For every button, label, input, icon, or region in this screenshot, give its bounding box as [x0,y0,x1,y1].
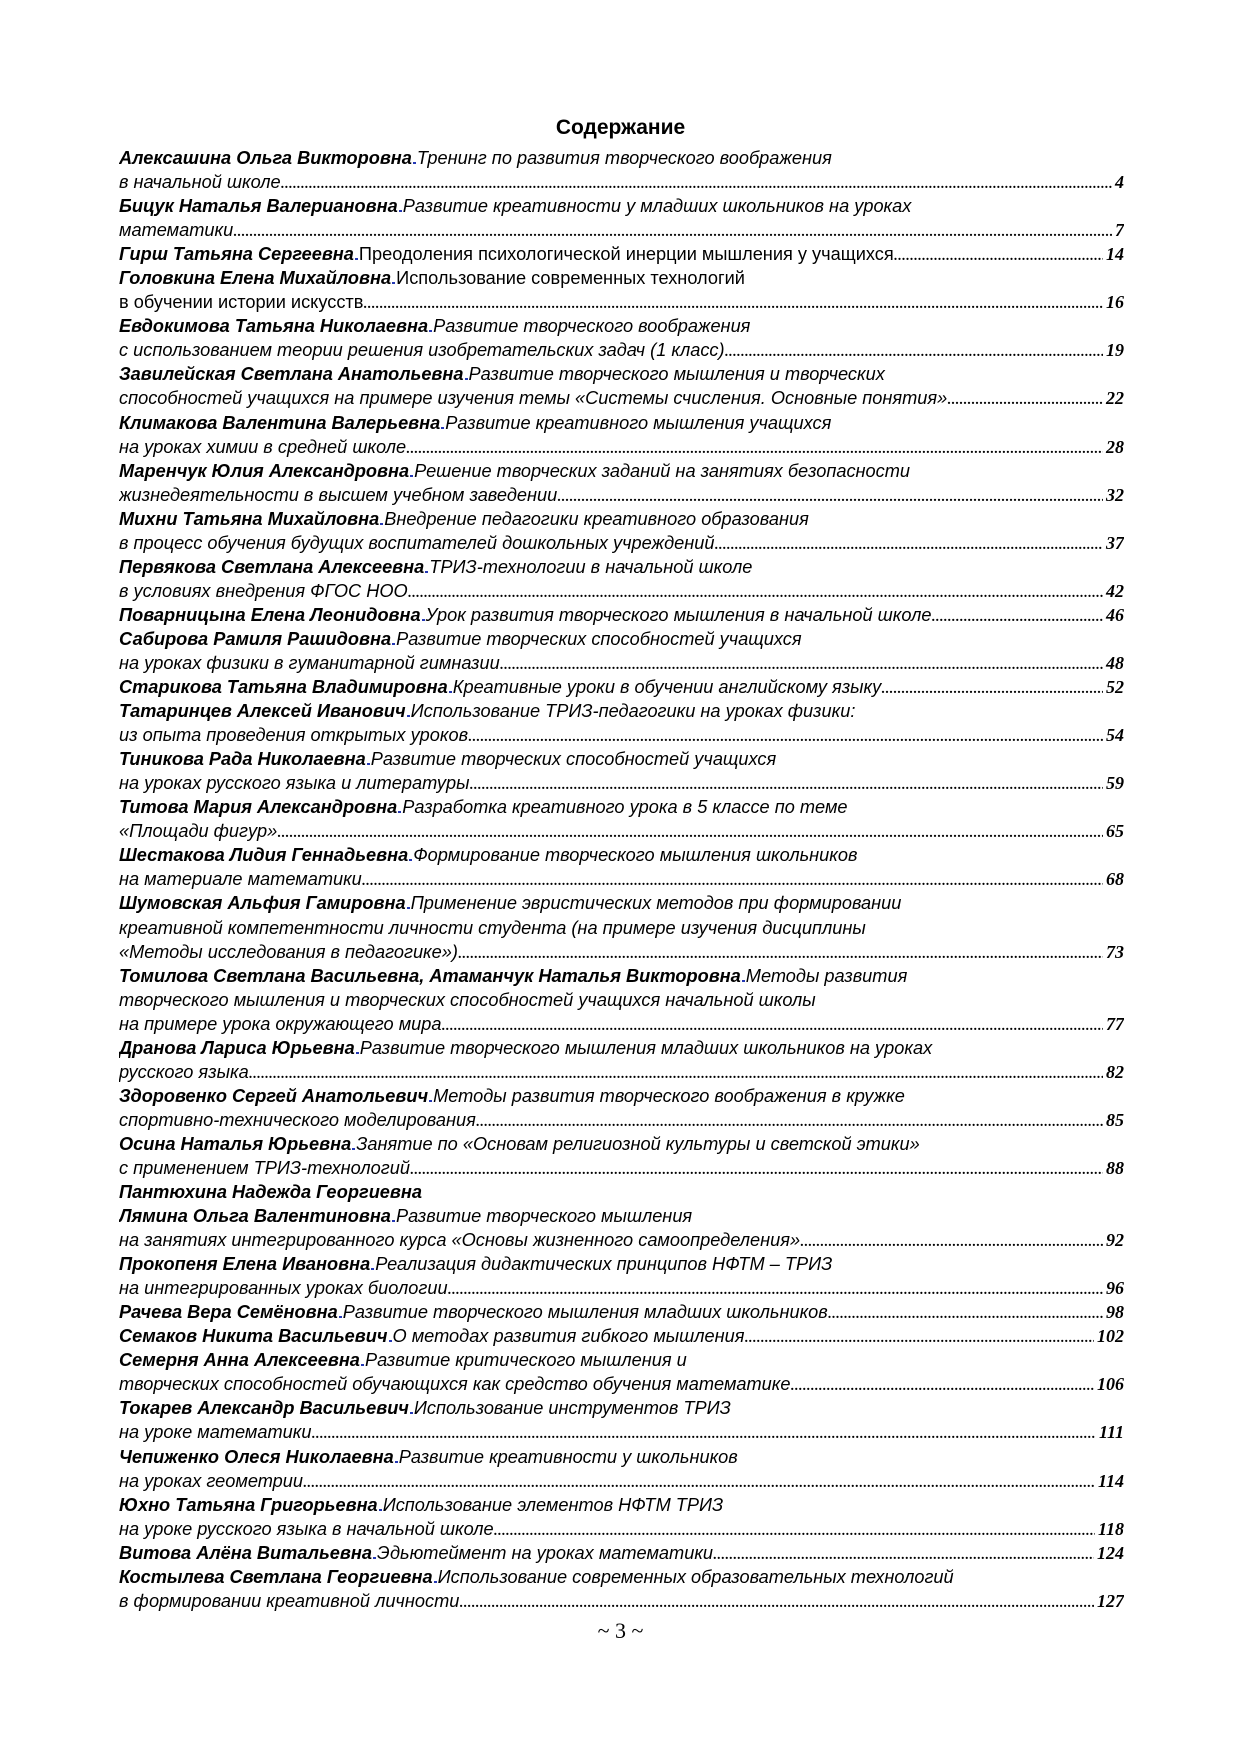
link-mark [380,523,383,525]
toc-author: Завилейская Светлана Анатольевна [119,364,464,385]
toc-title-text: способностей учащихся на примере изучения темы «Системы счисления. Основные понятия» [119,388,948,409]
toc-entry-line [119,314,1124,338]
toc-title-text: на уроке математики [119,1422,312,1443]
toc-entry-line [119,1348,1124,1372]
dot-leader [931,606,1103,627]
toc-entry-line [119,1300,1124,1324]
toc-title-text: творческих способностей обучающихся как средство обучения математике [119,1374,791,1395]
toc-title-text: Развитие критического мышления и [364,1350,687,1371]
toc-title-text: с использованием теории решения изобретательских задач (1 класс) [119,340,725,361]
toc-page-number: 88 [1106,1157,1124,1178]
dot-leader [281,173,1112,194]
link-mark [392,643,395,645]
toc-title-text: с применением ТРИЗ-технологий [119,1157,410,1178]
toc-title-text: в обучении истории искусств [119,292,364,313]
toc-page-number: 114 [1097,1470,1124,1491]
toc-entry[interactable] [119,314,1124,362]
toc-title-text: Урок развития творческого мышления в начальной школе [425,604,932,625]
toc-entry[interactable] [119,1541,1124,1565]
link-mark [379,1509,382,1511]
toc-author: Лямина Ольга Валентиновна [119,1206,391,1227]
toc-entry-line [119,940,1124,964]
dot-leader [406,438,1103,459]
toc-title-text: на материале математики [119,869,362,890]
toc-author: Михни Татьяна Михайловна [119,508,380,529]
link-mark [410,475,413,477]
toc-author: Климакова Валентина Валерьевна [119,412,441,433]
toc-entry[interactable] [119,699,1124,747]
dot-leader [494,1520,1095,1541]
toc-entry-line [119,1252,1124,1276]
dot-leader [894,245,1103,266]
link-mark [407,715,410,717]
toc-entry-line [119,1180,1124,1204]
toc-page-number: 46 [1106,604,1124,625]
toc-entry-line [119,1565,1124,1589]
page-number-footer: ~ 3 ~ [597,1618,644,1643]
toc-title-text: Развитие творческого мышления [395,1206,693,1227]
toc-entry[interactable] [119,1180,1124,1252]
dot-leader [725,341,1103,362]
toc-author: Костылева Светлана Георгиевна [119,1566,433,1587]
toc-entry[interactable] [119,194,1124,242]
toc-title-text: Эдьютеймент на уроках математики [376,1542,714,1563]
toc-author: Томилова Светлана Васильевна, Атаманчук Наталья Викторовна [119,965,741,986]
toc-entry[interactable] [119,1445,1124,1493]
toc-entry[interactable] [119,242,1124,266]
toc-page-number: 52 [1106,677,1124,698]
toc-title-text: Методы развития [745,965,908,986]
dot-leader [442,1015,1103,1036]
toc-entry-line [119,290,1124,314]
dot-leader [476,1111,1103,1132]
toc-title-text: на занятиях интегрированного курса «Основы жизненного самоопределения» [119,1230,801,1251]
toc-entry[interactable] [119,1084,1124,1132]
toc-entry[interactable] [119,1348,1124,1396]
toc-entry[interactable] [119,603,1124,627]
toc-author: Шестакова Лидия Геннадьевна [119,845,409,866]
link-mark [339,1316,342,1318]
dot-leader [947,389,1103,410]
link-mark [392,1220,395,1222]
toc-entry-line [119,194,1124,218]
toc-author: Головкина Елена Михайловна [119,268,392,289]
toc-entry-line [119,603,1124,627]
dot-leader [468,726,1103,747]
toc-title-text: Использование ТРИЗ-педагогики на уроках физики: [410,701,856,722]
toc-page-number: 4 [1115,172,1124,193]
toc-entry-line [119,1156,1124,1180]
toc-title-text: Развитие творческих способностей учащихся [370,749,777,770]
toc-title-text: Методы развития творческого воображения в кружке [433,1085,905,1106]
toc-page-number: 85 [1106,1109,1124,1130]
toc-entry-line [119,411,1124,435]
dot-leader [500,654,1103,675]
toc-title-text: творческого мышления и творческих способностей учащихся начальной школы [119,989,816,1010]
toc-title-text: Развитие творческих способностей учащихся [396,628,802,649]
toc-title-text: Занятие по «Основам религиозной культуры и светской этики» [356,1133,920,1154]
toc-page-number: 98 [1106,1302,1124,1323]
toc-entry-line [119,891,1124,915]
toc-page-number: 106 [1097,1374,1124,1395]
toc-entry-line [119,843,1124,867]
link-mark [429,1100,432,1102]
toc-title-text: в начальной школе [119,172,281,193]
dot-leader [791,1375,1095,1396]
toc-author: Токарев Александр Васильевич [119,1398,409,1419]
toc-entry-line [119,1276,1124,1300]
toc-title-text: Использование элементов НФТМ ТРИЗ [382,1494,724,1515]
toc-entry[interactable] [119,1565,1124,1613]
toc-author: Поварницына Елена Леонидовна [119,604,421,625]
toc-page-number: 37 [1106,532,1124,553]
toc-page-number: 68 [1106,869,1124,890]
toc-title-text: О методах развития гибкого мышления [392,1326,745,1347]
toc-page-number: 111 [1098,1422,1124,1443]
toc-title-text: Разработка креативного урока в 5 классе по теме [402,797,848,818]
toc-entry[interactable] [119,747,1124,795]
toc-title-text: русского языка [119,1061,249,1082]
link-mark [371,1268,374,1270]
toc-title-text: на примере урока окружающего мира [119,1013,442,1034]
toc-author: Чепиженко Олеся Николаевна [119,1446,394,1467]
toc-entry-line [119,916,1124,940]
toc-entry-line [119,242,1124,266]
toc-page-number: 22 [1106,388,1124,409]
toc-entry-line [119,988,1124,1012]
toc-entry-line [119,338,1124,362]
toc-page-number: 42 [1106,580,1124,601]
link-mark [395,1461,398,1463]
toc-entry-line [119,867,1124,891]
toc-title-text: Внедрение педагогики креативного образования [384,508,809,529]
toc-entry-line [119,507,1124,531]
toc-page-number: 73 [1106,941,1124,962]
toc-page-number: 124 [1097,1542,1124,1563]
toc-entry-line [119,362,1124,386]
dot-leader [557,486,1103,507]
toc-title-text: Применение эвристических методов при формировании [410,893,902,914]
toc-title-text: ТРИЗ-технологии в начальной школе [429,556,753,577]
toc-page-number: 127 [1097,1590,1124,1611]
toc-page-number: 82 [1106,1061,1124,1082]
toc-entry-line [119,266,1124,290]
toc-entry-line [119,699,1124,723]
toc-entry[interactable] [119,843,1124,891]
toc-entry[interactable] [119,627,1124,675]
toc-author: Здоровенко Сергей Анатольевич [119,1085,429,1106]
toc-entry[interactable] [119,795,1124,843]
toc-entry[interactable] [119,675,1124,699]
toc-entry-line [119,651,1124,675]
toc-title-text: на интегрированных уроках биологии [119,1278,448,1299]
link-mark [398,811,401,813]
toc-entry-line [119,1060,1124,1084]
toc-title-text: Реализация дидактических принципов НФТМ – ТРИЗ [375,1254,833,1275]
dot-leader [410,1159,1103,1180]
toc-entry-line [119,1084,1124,1108]
dot-leader [745,1327,1095,1348]
toc-title-text: Тренинг по развития творческого воображения [416,148,832,168]
dot-leader [233,221,1112,242]
link-mark [407,907,410,909]
toc-page-number: 65 [1106,821,1124,842]
toc-entry[interactable] [119,1252,1124,1300]
toc-author: Семерня Анна Алексеевна [119,1350,360,1371]
toc-author: Прокопеня Елена Ивановна [119,1254,371,1275]
dot-leader [303,1472,1095,1493]
toc-entry[interactable] [119,1324,1124,1348]
toc-entry-line [119,483,1124,507]
toc-entry-line [119,435,1124,459]
toc-entry-line [119,771,1124,795]
toc-entry-line [119,555,1124,579]
toc-title-text: в формировании креативной личности [119,1590,460,1611]
link-mark [425,571,428,573]
link-mark [389,1340,392,1342]
toc-page-number: 19 [1106,340,1124,361]
dot-leader [713,1544,1094,1565]
toc-author: Витова Алёна Витальевна [119,1542,372,1563]
toc-entry-line [119,386,1124,410]
toc-title-text: на уроках физики в гуманитарной гимназии [119,652,500,673]
toc-title-text: Преодоления психологической инерции мышления у учащихся [358,244,894,265]
link-mark [373,1557,376,1559]
toc-title-text: на уроках химии в средней школе [119,436,407,457]
toc-entry-line [119,1541,1124,1565]
toc-page-number: 96 [1106,1278,1124,1299]
toc-page-number: 59 [1106,773,1124,794]
link-mark [352,1148,355,1150]
toc-entry-line [119,627,1124,651]
toc-title-text: Развитие креативного мышления учащихся [445,412,832,433]
dot-leader [277,822,1103,843]
toc-page-number: 14 [1106,244,1124,265]
dot-leader [828,1303,1103,1324]
toc-author: Юхно Татьяна Григорьевна [119,1494,378,1515]
toc-entry[interactable] [119,146,1124,194]
toc-page-number: 102 [1097,1326,1124,1347]
toc-page-number: 16 [1106,292,1124,313]
toc-title-text: на уроках русского языка и литературы [119,773,470,794]
link-mark [409,859,412,861]
link-mark [449,691,452,693]
toc-entry-line [119,1469,1124,1493]
toc-entry-line [119,1589,1124,1613]
toc-entry[interactable] [119,1036,1124,1084]
toc-title-text: из опыта проведения открытых уроков [119,725,469,746]
dot-leader [448,1279,1103,1300]
dot-leader [714,534,1103,555]
link-mark [413,162,416,164]
toc-entry-line [119,1445,1124,1469]
toc-entry[interactable] [119,891,1124,963]
dot-leader [362,870,1103,891]
table-of-contents [119,146,1124,1613]
toc-author: Пантюхина Надежда Георгиевна [119,1182,423,1203]
toc-entry[interactable] [119,555,1124,603]
link-mark [429,330,432,332]
toc-entry-line [119,459,1124,483]
toc-title-text: Развитие творческого мышления младших школьников [342,1302,828,1323]
toc-entry-line [119,1396,1124,1420]
toc-title-text: Развитие креативности у младших школьников на уроках [402,196,912,217]
toc-entry[interactable] [119,507,1124,555]
toc-author: Титова Мария Александровна [119,797,398,818]
toc-page-number: 92 [1106,1230,1124,1251]
dot-leader [800,1231,1103,1252]
toc-entry-line [119,579,1124,603]
toc-title-text: на уроках геометрии [119,1470,304,1491]
toc-title-text: Развитие творческого мышления младших школьников на уроках [359,1037,933,1058]
toc-entry-line [119,1036,1124,1060]
toc-title-text: спортивно-технического моделирования [119,1109,476,1130]
link-mark [356,1052,359,1054]
toc-entry[interactable] [119,411,1124,459]
toc-entry-line [119,795,1124,819]
dot-leader [881,678,1103,699]
toc-entry-line [119,1108,1124,1132]
link-mark [742,980,745,982]
toc-author: Татаринцев Алексей Иванович [119,701,406,722]
toc-entry-line [119,675,1124,699]
toc-author: Маренчук Юлия Александровна [119,460,410,481]
toc-author: Первякова Светлана Алексеевна [119,556,425,577]
toc-title-text: Использование инструментов ТРИЗ [413,1398,731,1419]
dot-leader [311,1423,1096,1444]
toc-author: Рачева Вера Семёновна [119,1302,338,1323]
link-mark [399,210,402,212]
toc-author: Шумовская Альфия Гамировна [119,893,406,914]
toc-entry[interactable] [119,964,1124,1036]
toc-entry[interactable] [119,1396,1124,1444]
toc-entry-line [119,1493,1124,1517]
toc-title-text: «Площади фигур» [119,821,278,842]
toc-author: Дранова Лариса Юрьевна [119,1037,355,1058]
toc-title-text: Использование современных образовательных технологий [437,1566,954,1587]
toc-entry-line [119,1517,1124,1541]
toc-title-text: математики [119,220,234,241]
link-mark [434,1581,437,1583]
toc-title-text: в условиях внедрения ФГОС НОО [119,580,408,601]
toc-entry[interactable] [119,362,1124,410]
toc-title-text: в процесс обучения будущих воспитателей дошкольных учреждений [119,532,715,553]
toc-author: Евдокимова Татьяна Николаевна [119,316,429,337]
toc-entry-line [119,170,1124,194]
toc-entry[interactable] [119,459,1124,507]
toc-title-text: Развитие творческого мышления и творческих [468,364,885,385]
toc-entry-line [119,1228,1124,1252]
toc-title-text: креативной компетентности личности студента (на примере изучения дисциплины [119,917,866,938]
toc-page-number: 28 [1106,436,1124,457]
toc-entry-line [119,1204,1124,1228]
dot-leader [249,1063,1103,1084]
link-mark [422,619,425,621]
link-mark [410,1412,413,1414]
toc-entry[interactable] [119,1493,1124,1541]
toc-entry[interactable] [119,1132,1124,1180]
toc-page-number: 54 [1106,725,1124,746]
toc-title-text: Развитие креативности у школьников [398,1446,738,1467]
link-mark [361,1364,364,1366]
link-mark [465,378,468,380]
toc-title-text: Использование современных технологий [396,268,745,289]
link-mark [355,258,358,260]
toc-author: Бицук Наталья Валериановна [119,196,398,217]
toc-author: Семаков Никита Васильевич [119,1326,388,1347]
toc-title-text: Развитие творческого воображения [433,316,751,337]
toc-author: Старикова Татьяна Владимировна [119,677,448,698]
toc-title-text: на уроке русского языка в начальной школе [119,1518,494,1539]
toc-entry-line [119,146,1124,170]
toc-author: Тиникова Рада Николаевна [119,749,366,770]
toc-title-text: жизнедеятельности в высшем учебном заведении [119,484,558,505]
toc-page-number: 7 [1115,220,1124,241]
toc-title: Содержание [555,116,686,139]
toc-page-number: 118 [1097,1518,1124,1539]
toc-entry-line [119,747,1124,771]
toc-entry[interactable] [119,1300,1124,1324]
toc-title-text: Решение творческих заданий на занятиях безопасности [414,460,911,481]
toc-entry-line [119,1420,1124,1444]
toc-entry-line [119,723,1124,747]
toc-entry-line [119,531,1124,555]
toc-page-number: 32 [1106,484,1124,505]
dot-leader [458,943,1103,964]
toc-entry[interactable] [119,266,1124,314]
toc-page-number: 48 [1106,652,1124,673]
link-mark [367,763,370,765]
toc-entry-line [119,1012,1124,1036]
dot-leader [459,1592,1094,1613]
link-mark [441,427,444,429]
dot-leader [363,293,1103,314]
toc-entry-line [119,1372,1124,1396]
toc-author: Алексашина Ольга Викторовна [119,148,412,168]
toc-author: Гирш Татьяна Сергеевна [119,244,354,265]
dot-leader [408,582,1103,603]
toc-author: Осина Наталья Юрьевна [119,1133,352,1154]
toc-title-text: «Методы исследования в педагогике») [119,941,458,962]
toc-page-number: 77 [1106,1013,1124,1034]
toc-title-text: Креативные уроки в обучении английскому языку [452,677,882,698]
toc-entry-line [119,819,1124,843]
toc-entry-line [119,1132,1124,1156]
dot-leader [469,774,1103,795]
toc-entry-line [119,218,1124,242]
toc-author: Сабирова Рамиля Рашидовна [119,628,392,649]
toc-entry-line [119,1324,1124,1348]
toc-entry-line [119,964,1124,988]
link-mark [392,282,395,284]
toc-title-text: Формирование творческого мышления школьников [413,845,858,866]
